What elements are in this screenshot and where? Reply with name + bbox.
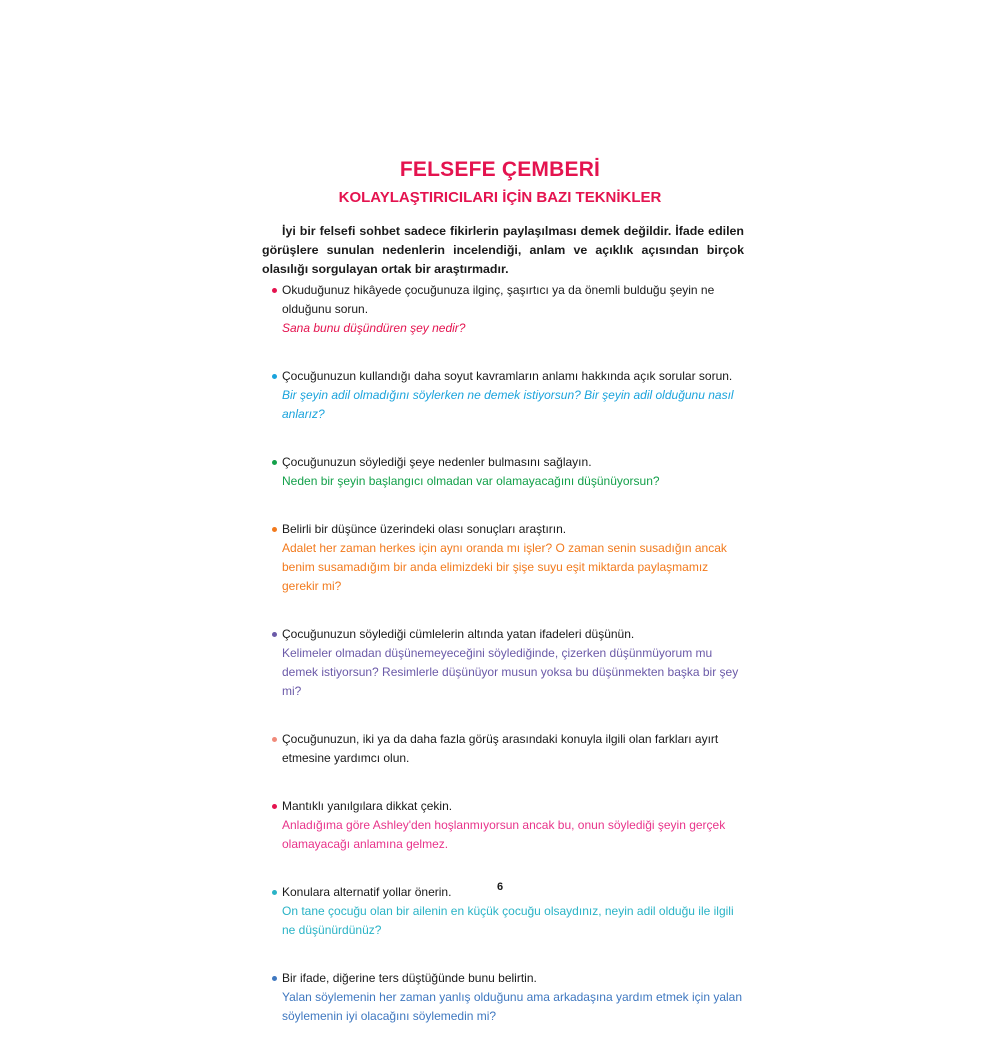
- technique-text: Bir ifade, diğerine ters düştüğünde bunu belirtin.: [282, 971, 537, 985]
- technique-item: [272, 730, 747, 768]
- technique-list: [272, 281, 747, 1055]
- technique-item: [272, 797, 747, 854]
- page-number: 6: [496, 881, 504, 893]
- technique-example: Yalan söylemenin her zaman yanlış olduğunu ama arkadaşına yardım etmek için yalan söylemenin iyi olacağını söylemedin mi?: [282, 990, 743, 1023]
- bullet-dot-icon: [272, 804, 277, 809]
- technique-item: [272, 453, 747, 491]
- technique-example: On tane çocuğu olan bir ailenin en küçük çocuğu olsaydınız, neyin adil olduğu ile ilgili ne düşünürdünüz?: [282, 904, 734, 937]
- technique-item: [272, 969, 747, 1026]
- technique-item: [272, 281, 747, 338]
- technique-example: Adalet her zaman herkes için aynı oranda mı işler? O zaman senin susadığın ancak benim susamadığım bir anda elimizdeki bir şişe suyu eşit miktarda paylaşmamız gerekir mi?: [282, 541, 727, 593]
- technique-item: [272, 625, 747, 701]
- technique-item: [272, 367, 747, 424]
- technique-text: Mantıklı yanılgılara dikkat çekin.: [282, 799, 453, 813]
- bullet-dot-icon: [272, 976, 277, 981]
- technique-item: [272, 520, 747, 596]
- page-title: FELSEFE ÇEMBERİ: [399, 158, 601, 181]
- bullet-dot-icon: [272, 288, 277, 293]
- bullet-dot-icon: [272, 737, 277, 742]
- technique-example: Sana bunu düşündüren şey nedir?: [282, 321, 466, 335]
- technique-text: Okuduğunuz hikâyede çocuğunuza ilginç, şaşırtıcı ya da önemli bulduğu şeyin ne olduğunu sorun.: [282, 283, 715, 316]
- technique-text: Konulara alternatif yollar önerin.: [282, 885, 452, 899]
- technique-example: Kelimeler olmadan düşünemeyeceğini söylediğinde, çizerken düşünmüyorum mu demek istiyorsun? Resimlerle düşünüyor musun yoksa bu düşünmekten başka bir şey mi?: [282, 646, 739, 698]
- technique-text: Çocuğunuzun söylediği cümlelerin altında yatan ifadeleri düşünün.: [282, 627, 635, 641]
- bullet-dot-icon: [272, 632, 277, 637]
- technique-text: Çocuğunuzun söylediği şeye nedenler bulmasını sağlayın.: [282, 455, 592, 469]
- bullet-dot-icon: [272, 527, 277, 532]
- page-subtitle: KOLAYLAŞTIRICILARI İÇİN BAZI TEKNİKLER: [338, 189, 662, 206]
- intro-paragraph: İyi bir felsefi sohbet sadece fikirlerin paylaşılması demek değildir. İfade edilen görüşlere sunulan nedenlerin incelendiği, anlam ve açıklık açısından birçok olasılığı sorgulayan ortak bir araştırmadır.: [262, 224, 744, 276]
- bullet-dot-icon: [272, 460, 277, 465]
- technique-example: Bir şeyin adil olmadığını söylerken ne demek istiyorsun? Bir şeyin adil olduğunu nasıl anlarız?: [282, 388, 734, 421]
- technique-example: Anladığıma göre Ashley'den hoşlanmıyorsun ancak bu, onun söylediği şeyin gerçek olamayacağı anlamına gelmez.: [282, 818, 726, 851]
- technique-example: Neden bir şeyin başlangıcı olmadan var olamayacağını düşünüyorsun?: [282, 474, 660, 488]
- technique-text: Belirli bir düşünce üzerindeki olası sonuçları araştırın.: [282, 522, 567, 536]
- technique-text: Çocuğunuzun, iki ya da daha fazla görüş arasındaki konuyla ilgili olan farkları ayırt etmesine yardımcı olun.: [282, 732, 719, 765]
- technique-text: Çocuğunuzun kullandığı daha soyut kavramların anlamı hakkında açık sorular sorun.: [282, 369, 733, 383]
- bullet-dot-icon: [272, 374, 277, 379]
